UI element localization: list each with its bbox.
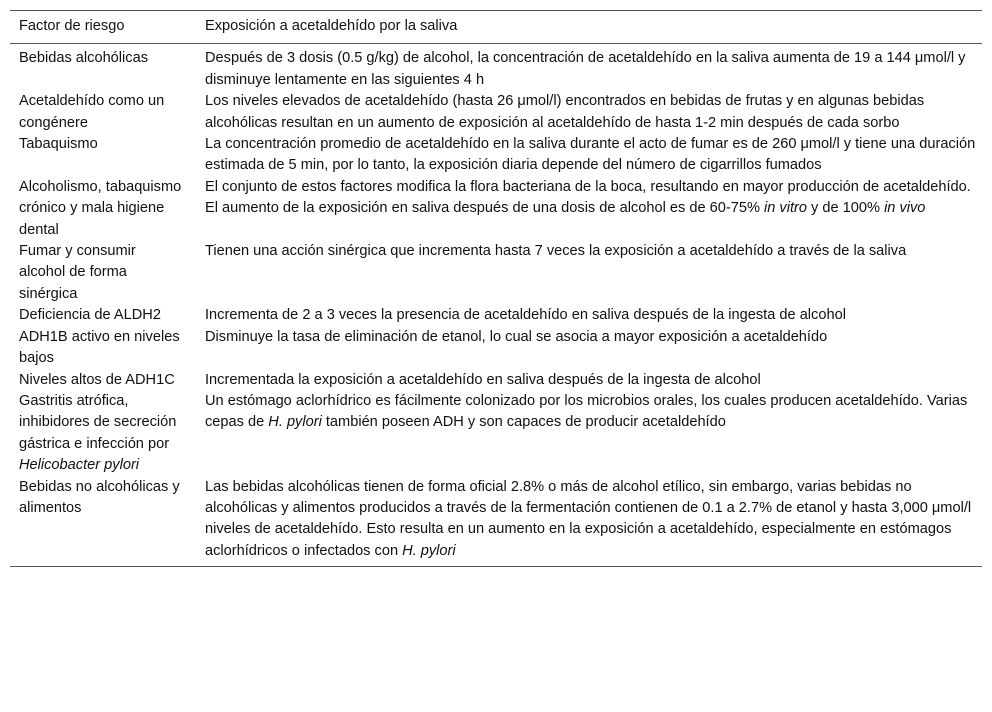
exposure-text: El conjunto de estos factores modifica la flora bacteriana de la boca, resultando en mayor producción de acetaldehído. El aumento de la exposición en saliva después de una dosis de alcohol es de 60-75% — [205, 178, 971, 217]
risk-factor-text: Deficiencia de ALDH2 — [19, 307, 161, 324]
exposure-text: Las bebidas alcohólicas tienen de forma oficial 2.8% o más de alcohol etílico, sin embargo, varias bebidas no alcohólicas y alimentos producidos a través de la fermentación contienen de 0.1 a 2.7% de etanol y hasta 3,000 μmol/l niveles de acetaldehído. Esto resulta en un aumento en la exposición a acetaldehído, especialmente en estómagos aclorhídricos o infectados con — [205, 478, 972, 559]
exposure-cell — [194, 241, 982, 305]
exposure-text: Disminuye la tasa de eliminación de etanol, lo cual se asocia a mayor exposición a acetaldehído — [205, 328, 828, 345]
exposure-italic-text: H. pylori — [402, 542, 456, 559]
exposure-italic-text: H. pylori — [268, 414, 322, 431]
table-header — [10, 11, 982, 44]
exposure-text: también poseen ADH y son capaces de producir acetaldehído — [321, 414, 726, 431]
risk-factor-text: Gastritis atrófica, inhibidores de secreción gástrica e infección por — [19, 392, 177, 452]
exposure-cell — [194, 134, 982, 177]
column-header-factor: Factor de riesgo — [19, 18, 125, 34]
risk-factor-cell — [10, 241, 194, 305]
table-row — [10, 91, 982, 134]
risk-factor-cell — [10, 134, 194, 177]
exposure-cell — [194, 391, 982, 477]
risk-factor-text: Tabaquismo — [19, 136, 98, 153]
exposure-text: La concentración promedio de acetaldehído en la saliva durante el acto de fumar es de 260 μmol/l y tiene una duración estimada de 5 min, por lo tanto, la exposición diaria depende del número de cigarrillos fumados — [205, 136, 976, 174]
risk-factor-table — [10, 10, 982, 567]
risk-factor-text: Alcoholismo, tabaquismo crónico y mala higiene dental — [19, 178, 182, 238]
table-body — [10, 44, 982, 567]
table-row — [10, 477, 982, 567]
table-row — [10, 134, 982, 177]
risk-factor-text: Bebidas no alcohólicas y alimentos — [19, 478, 180, 516]
risk-factor-cell — [10, 327, 194, 370]
exposure-text: Incrementa de 2 a 3 veces la presencia de acetaldehído en saliva después de la ingesta de alcohol — [205, 307, 846, 324]
exposure-text: Después de 3 dosis (0.5 g/kg) de alcohol, la concentración de acetaldehído en la saliva aumenta de 19 a 144 μmol/l y disminuye lentamente en las siguientes 4 h — [205, 50, 966, 88]
table-row — [10, 44, 982, 91]
table-row — [10, 327, 982, 370]
risk-factor-cell — [10, 370, 194, 391]
exposure-cell — [194, 327, 982, 370]
column-header-exposure: Exposición a acetaldehído por la saliva — [205, 18, 458, 34]
risk-factor-cell — [10, 391, 194, 477]
risk-factor-cell — [10, 177, 194, 241]
exposure-cell — [194, 44, 982, 91]
risk-factor-cell — [10, 91, 194, 134]
risk-factor-cell — [10, 44, 194, 91]
risk-factor-text: ADH1B activo en niveles bajos — [19, 328, 180, 367]
risk-factor-cell — [10, 477, 194, 567]
exposure-cell — [194, 91, 982, 134]
risk-factor-text: Fumar y consumir alcohol de forma sinérgica — [19, 243, 136, 302]
risk-factor-text: Niveles altos de ADH1C — [19, 371, 175, 388]
header-row — [10, 11, 982, 44]
table-row — [10, 241, 982, 305]
risk-factor-text: Acetaldehído como un congénere — [19, 93, 165, 131]
table-row — [10, 391, 982, 477]
exposure-text: Un estómago aclorhídrico es fácilmente colonizado por los microbios orales, los cuales producen acetaldehído. Varias cepas de — [205, 392, 968, 431]
exposure-cell — [194, 177, 982, 241]
risk-factor-text: Bebidas alcohólicas — [19, 50, 148, 67]
risk-factor-cell — [10, 305, 194, 326]
exposure-text: Incrementada la exposición a acetaldehído en saliva después de la ingesta de alcohol — [205, 371, 761, 388]
table-row — [10, 177, 982, 241]
exposure-text: y de 100% — [806, 200, 885, 217]
risk-factor-italic-text: Helicobacter pylori — [19, 457, 140, 474]
exposure-text: Tienen una acción sinérgica que incrementa hasta 7 veces la exposición a acetaldehído a través de la saliva — [205, 243, 907, 260]
exposure-cell — [194, 477, 982, 567]
table-row — [10, 370, 982, 391]
exposure-cell — [194, 305, 982, 326]
exposure-text: Los niveles elevados de acetaldehído (hasta 26 μmol/l) encontrados en bebidas de frutas y en algunas bebidas alcohólicas resultan en un aumento de exposición al acetaldehído de hasta 1-2 min después de cada sorbo — [205, 93, 925, 131]
exposure-italic-text: in vitro — [764, 200, 807, 217]
exposure-italic-text: in vivo — [884, 200, 926, 217]
table-container — [10, 10, 982, 567]
exposure-cell — [194, 370, 982, 391]
table-row — [10, 305, 982, 326]
